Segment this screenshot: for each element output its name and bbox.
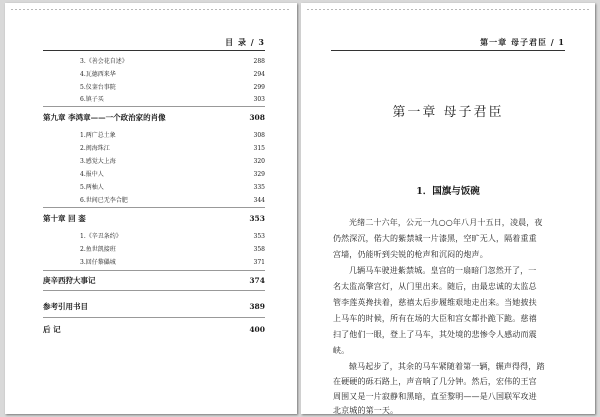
toc-entry-label: 4.瓦德西来华 (80, 71, 116, 78)
toc-chapter-label: 第九章 李鸿章——一个政治家的肖像 (43, 113, 166, 122)
toc-entry-page: 308 (253, 132, 265, 139)
toc-entry[interactable] (80, 257, 265, 266)
toc-entry-page: 344 (253, 197, 265, 204)
toc-chapter-label: 后 记 (43, 325, 61, 334)
toc-entry[interactable] (80, 69, 265, 78)
body-line: 宫墙，仍能听到尖锐的枪声和沉闷的炮声。 (333, 250, 488, 259)
toc-entry-page: 303 (253, 96, 265, 103)
toc-entry-label: 1.两广总土象 (80, 132, 116, 139)
body-line: 光绪二十六年，公元一九○○年八月十五日，凌晨，夜 (349, 218, 543, 227)
toc-chapter-entry[interactable] (43, 213, 265, 224)
toc-entry-page: 358 (253, 246, 265, 253)
body-line: 管李莲英搀扶着，慈禧太后步履维艰地走出来。当她披扶 (333, 298, 537, 307)
toc-chapter-entry[interactable] (43, 301, 265, 312)
toc-entry-page: 288 (253, 58, 265, 65)
toc-entry[interactable] (80, 156, 265, 165)
toc-chapter-entry[interactable] (43, 275, 265, 286)
running-header: 第一章 母子君臣 / 1 (480, 37, 565, 47)
page-top-dotted-line (11, 9, 291, 10)
toc-entry-label: 6.镇子买 (80, 96, 104, 103)
body-line: 几辆马车驶进紫禁城。皇宫的一扇暗门忽然开了，一 (349, 266, 537, 275)
toc-entry[interactable] (80, 82, 265, 91)
header-rule (331, 50, 565, 51)
body-line: 在硬硬的砾石路上，声音响了几分钟。然后，宏伟的王宫 (333, 377, 537, 386)
toc-entry-page: 374 (249, 276, 265, 285)
body-line: 周围又是一片寂静和黑暗，直至黎明——是八国联军攻进 (333, 392, 537, 401)
toc-entry-label: 3.回仔黎儡城 (80, 259, 116, 266)
toc-entry[interactable] (80, 143, 265, 152)
toc-chapter-entry[interactable] (43, 324, 265, 335)
section-title: 1．国旗与饭碗 (416, 186, 480, 197)
body-line: 扫了他们一眼，登上了马车，其处境的悲惨令人感动而震 (333, 330, 537, 339)
toc-entry-label: 2.闽海珠江 (80, 145, 110, 152)
toc-entry-label: 1.《辛丑条约》 (80, 233, 122, 240)
toc-entry-page: 308 (249, 113, 265, 122)
toc-entry-label: 4.报中人 (80, 171, 104, 178)
toc-entry-page: 353 (249, 214, 265, 223)
toc-entry-label: 3.感觉大上海 (80, 158, 116, 165)
toc-entry[interactable] (80, 169, 265, 178)
toc-header: 目 录 / 3 (225, 37, 265, 47)
toc-entry-page: 294 (253, 71, 265, 78)
section-divider (43, 270, 265, 271)
body-line: 峡。 (333, 346, 350, 355)
toc-entry-page: 353 (253, 233, 265, 240)
toc-entry-page: 400 (249, 325, 265, 334)
toc-entry-page: 329 (253, 171, 265, 178)
toc-entry-page: 371 (253, 259, 265, 266)
body-line: 仍然深沉，偌大的紫禁城一片漆黑，空旷无人，隔着重重 (333, 234, 537, 243)
left-page (5, 3, 297, 414)
body-line: 名太监高擎宫灯，从门里出来。随后，由最忠诚的太监总 (333, 282, 537, 291)
page-top-dotted-line (307, 9, 589, 10)
toc-entry-label: 3.《善会花自述》 (80, 58, 128, 65)
toc-entry-label: 2.鱼世凯接班 (80, 246, 116, 253)
toc-entry-label: 5.仪銮台事院 (80, 84, 116, 91)
header-rule (43, 50, 265, 51)
section-divider (43, 290, 265, 291)
toc-entry-label: 5.两柚人 (80, 184, 104, 191)
toc-entry[interactable] (80, 94, 265, 103)
toc-entry[interactable] (80, 231, 265, 240)
toc-entry-page: 320 (253, 158, 265, 165)
toc-entry-page: 315 (253, 145, 265, 152)
toc-entry[interactable] (80, 56, 265, 65)
toc-entry[interactable] (80, 182, 265, 191)
toc-entry-page: 389 (249, 302, 265, 311)
right-page (301, 3, 595, 414)
toc-chapter-label: 第十章 回 銮 (43, 214, 86, 223)
body-line: 北京城的第一天。 (333, 406, 399, 414)
section-divider (43, 106, 265, 107)
toc-entry-page: 299 (253, 84, 265, 91)
toc-entry[interactable] (80, 195, 265, 204)
body-line: 辕马起步了，其余的马车紧随着第一辆，辗声得得，踏 (349, 362, 545, 371)
toc-entry[interactable] (80, 244, 265, 253)
toc-chapter-label: 参考引用书目 (43, 302, 88, 311)
toc-chapter-entry[interactable] (43, 112, 265, 123)
toc-entry-label: 6.世间已无李合肥 (80, 197, 128, 204)
toc-chapter-label: 庚辛西狩大事记 (43, 276, 96, 285)
toc-entry-page: 335 (253, 184, 265, 191)
section-divider (43, 207, 265, 208)
section-divider (43, 317, 265, 318)
body-line: 上马车的时候，所有在场的大臣和宫女都扑跪下跪。慈禧 (333, 314, 537, 323)
chapter-title: 第一章 母子君臣 (392, 105, 504, 120)
toc-entry[interactable] (80, 130, 265, 139)
